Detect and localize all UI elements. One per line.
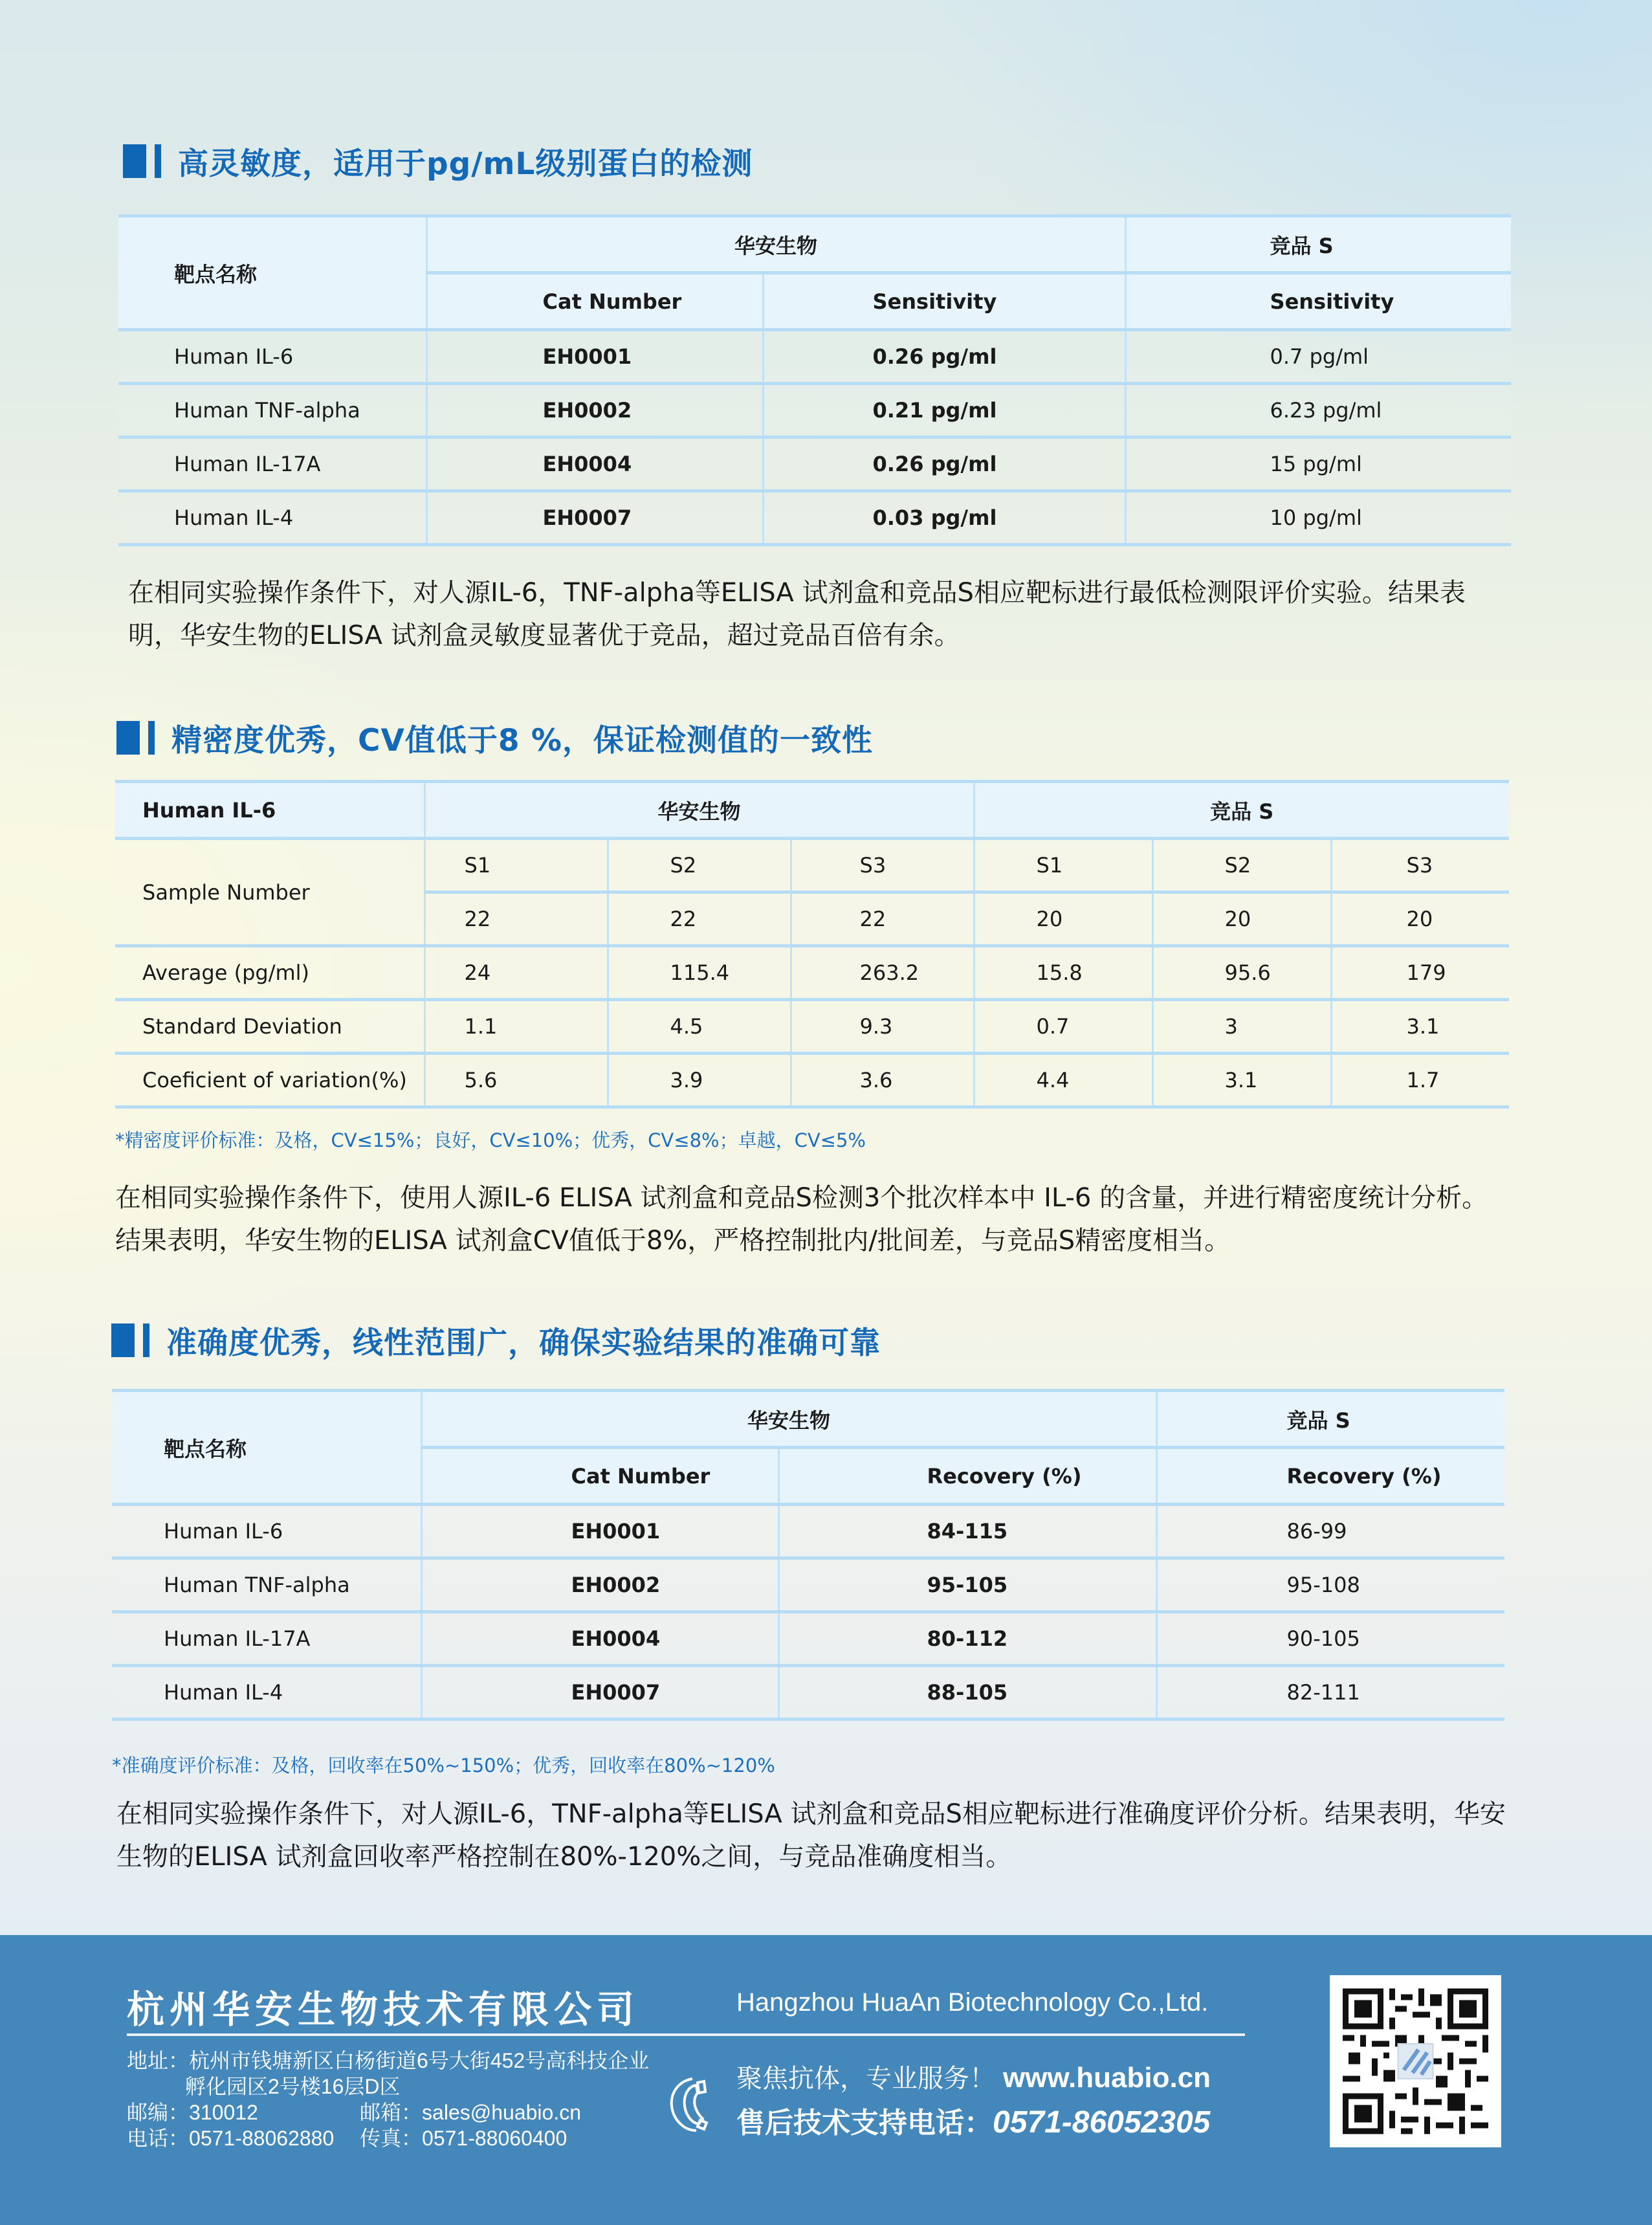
huaan-value-cell: 80-112 [778,1612,1156,1666]
row-label: Standard Deviation [115,1000,424,1054]
target-name-header: 靶点名称 [112,1391,421,1505]
table-row [112,1505,1504,1558]
section-heading-accuracy [111,1321,881,1360]
value-cell: 9.3 [791,1000,974,1054]
table-corner-label: Human IL-6 [115,782,424,839]
address-label: 地址： [127,2049,190,2072]
postcode-label: 邮编： [127,2101,190,2124]
sample-count-cell: 22 [608,892,791,946]
target-cell: Human IL-6 [118,330,426,384]
fax-label: 传真： [360,2127,423,2150]
company-name-cn: 杭州华安生物技术有限公司 [127,1987,640,2031]
sample-count-cell: 22 [791,892,974,946]
target-cell: Human TNF-alpha [118,384,426,437]
value-cell: 263.2 [791,946,974,1000]
table-row [112,1612,1504,1666]
sample-id-cell: S1 [424,839,608,892]
value-cell: 3.1 [1331,1000,1509,1054]
value-cell: 1.1 [424,1000,608,1054]
paragraph-line: 在相同实验操作条件下，使用人源IL-6 ELISA 试剂盒和竞品S检测3个批次样本中 IL-6 的含量，并进行精密度统计分析。 [115,1183,1488,1213]
section-heading-sensitivity [123,142,753,181]
cat-cell: EH0007 [421,1666,778,1720]
huaan-group-header: 华安生物 [426,216,1125,273]
footer-divider [127,2033,1245,2036]
competitor-value-cell: 95-108 [1156,1558,1504,1612]
cat-cell: EH0001 [426,330,763,384]
huaan-value-cell: 0.26 pg/ml [763,437,1125,491]
value-cell: 4.5 [608,1000,791,1054]
value-cell: 4.4 [974,1054,1152,1107]
phone-label: 电话： [127,2127,190,2150]
table-row [118,330,1511,384]
section-title: 精密度优秀，CV值低于8 %，保证检测值的一致性 [171,722,874,758]
accuracy-description: 在相同实验操作条件下，对人源IL-6，TNF-alpha等ELISA 试剂盒和竞品S相应靶标进行准确度评价分析。结果表明，华安生物的ELISA 试剂盒回收率严格控制在80%-120%之间，与竞品准确度相当。 [116,1799,1506,1872]
competitor-value-cell: 6.23 pg/ml [1125,384,1511,437]
cat-cell: EH0007 [426,491,763,545]
huaan-recovery-header: Recovery (%) [778,1448,1156,1505]
target-cell: Human TNF-alpha [112,1558,421,1612]
value-cell: 179 [1331,946,1509,1000]
sensitivity-table [118,214,1511,546]
table-row [112,1666,1504,1720]
value-cell: 1.7 [1331,1054,1509,1107]
target-cell: Human IL-6 [112,1505,421,1558]
heading-bar-icon [123,144,161,178]
huaan-group-header: 华安生物 [424,782,974,839]
competitor-value-cell: 10 pg/ml [1125,491,1511,545]
sensitivity-description: 在相同实验操作条件下，对人源IL-6，TNF-alpha等ELISA 试剂盒和竞品S相应靶标进行最低检测限评价实验。结果表明，华安生物的ELISA 试剂盒灵敏度显著优于竞品，超过竞品百倍有余。 [128,578,1466,650]
huaan-sensitivity-header: Sensitivity [763,273,1125,330]
phone-fax [127,2125,567,2151]
huaan-value-cell: 0.03 pg/ml [763,491,1125,545]
sample-id-cell: S2 [1152,839,1331,892]
sample-count-cell: 22 [424,892,608,946]
table-row [115,1054,1509,1107]
cat-cell: EH0004 [426,437,763,491]
target-cell: Human IL-17A [118,437,426,491]
phone-icon [666,2075,721,2134]
value-cell: 15.8 [974,946,1152,1000]
value-cell: 3.9 [608,1054,791,1107]
fax-value: 0571-88060400 [422,2127,567,2150]
huaan-value-cell: 84-115 [778,1505,1156,1558]
target-cell: Human IL-17A [112,1612,421,1666]
value-cell: 3.1 [1152,1054,1331,1107]
address [127,2048,649,2074]
support-label: 售后技术支持电话： [736,2107,993,2140]
section-title: 高灵敏度，适用于pg/mL级别蛋白的检测 [178,146,753,182]
table-row [118,491,1511,545]
competitor-value-cell: 90-105 [1156,1612,1504,1666]
huaan-value-cell: 88-105 [778,1666,1156,1720]
target-cell: Human IL-4 [112,1666,421,1720]
slogan [736,2058,1211,2095]
accuracy-criteria-note: *准确度评价标准：及格，回收率在50%~150%；优秀，回收率在80%~120% [112,1755,775,1777]
competitor-group-header: 竞品 S [1156,1391,1504,1448]
precision-table [115,780,1509,1109]
value-cell: 95.6 [1152,946,1331,1000]
competitor-group-header: 竞品 S [1125,216,1511,273]
qr-code[interactable] [1330,1975,1501,2147]
section-title: 准确度优秀，线性范围广，确保实验结果的准确可靠 [166,1325,881,1361]
heading-bar-icon [111,1323,149,1357]
cat-number-header: Cat Number [421,1448,778,1505]
paragraph-line: 结果表明，华安生物的ELISA 试剂盒CV值低于8%，严格控制批内/批间差，与竞品S精密度相当。 [115,1226,1231,1256]
table-row [118,384,1511,437]
support-hotline [736,2099,1210,2141]
target-name-header: 靶点名称 [118,216,426,330]
competitor-value-cell: 86-99 [1156,1505,1504,1558]
row-label: Average (pg/ml) [115,946,424,1000]
sample-count-cell: 20 [1152,892,1331,946]
email-label: 邮箱： [360,2101,423,2124]
table-row [115,946,1509,1000]
cat-cell: EH0001 [421,1505,778,1558]
address-line-1: 杭州市钱塘新区白杨街道6号大街452号高科技企业 [189,2049,650,2072]
sample-number-label: Sample Number [115,839,424,946]
company-name-en: Hangzhou HuaAn Biotechnology Co.,Ltd. [736,1988,1209,2017]
postcode-email [127,2099,581,2125]
competitor-group-header: 竞品 S [974,782,1509,839]
phone-value: 0571-88062880 [189,2127,335,2150]
precision-description [115,1177,1526,1262]
address-line-2: 孵化园区2号楼16层D区 [185,2075,401,2098]
postcode-value: 310012 [189,2101,258,2124]
huaan-value-cell: 0.21 pg/ml [763,384,1125,437]
huaan-value-cell: 95-105 [778,1558,1156,1612]
cat-number-header: Cat Number [426,273,763,330]
cat-cell: EH0002 [421,1558,778,1612]
row-label: Coeficient of variation(%) [115,1054,424,1107]
sample-count-cell: 20 [974,892,1152,946]
target-cell: Human IL-4 [118,491,426,545]
sample-id-cell: S2 [608,839,791,892]
value-cell: 24 [424,946,608,1000]
section-heading-precision [116,718,873,757]
support-phone: 0571-86052305 [993,2105,1211,2140]
value-cell: 115.4 [608,946,791,1000]
cat-cell: EH0002 [426,384,763,437]
accuracy-table [112,1389,1504,1721]
competitor-value-cell: 15 pg/ml [1125,437,1511,491]
precision-criteria-note: *精密度评价标准：及格，CV≤15%；良好，CV≤10%；优秀，CV≤8%；卓越，CV≤5% [115,1129,866,1151]
value-cell: 3 [1152,1000,1331,1054]
cat-cell: EH0004 [421,1612,778,1666]
value-cell: 0.7 [974,1000,1152,1054]
slogan-text: 聚焦抗体，专业服务！ [736,2064,995,2094]
competitor-recovery-header: Recovery (%) [1156,1448,1504,1505]
competitor-sensitivity-header: Sensitivity [1125,273,1511,330]
table-row [115,1000,1509,1054]
competitor-value-cell: 82-111 [1156,1666,1504,1720]
sample-count-cell: 20 [1331,892,1509,946]
value-cell: 5.6 [424,1054,608,1107]
sample-id-cell: S3 [1331,839,1509,892]
table-row [112,1558,1504,1612]
website-link[interactable]: www.huabio.cn [1003,2062,1211,2094]
sample-id-cell: S1 [974,839,1152,892]
email-link[interactable]: sales@huabio.cn [422,2101,581,2124]
table-row [118,437,1511,491]
sample-id-cell: S3 [791,839,974,892]
heading-bar-icon [116,721,155,755]
huaan-value-cell: 0.26 pg/ml [763,330,1125,384]
competitor-value-cell: 0.7 pg/ml [1125,330,1511,384]
company-footer [0,1935,1652,2225]
huaan-group-header: 华安生物 [421,1391,1156,1448]
value-cell: 3.6 [791,1054,974,1107]
